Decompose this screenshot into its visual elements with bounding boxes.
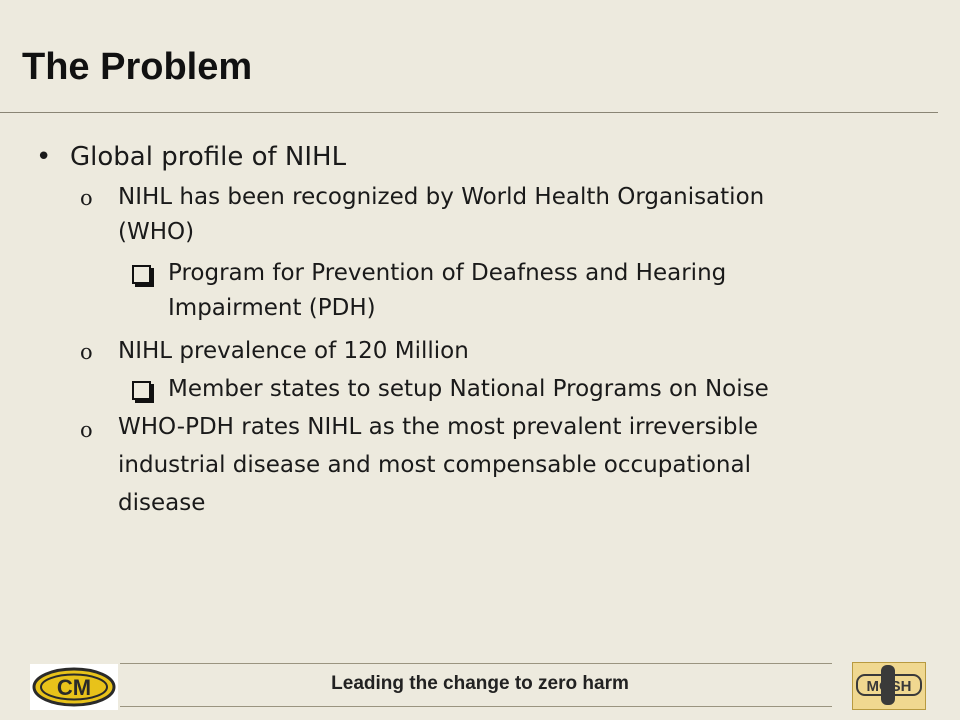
bullet-who-pdh-line3: disease xyxy=(118,490,206,516)
bullet-who-pdh-line2: industrial disease and most compensable occupational xyxy=(118,452,751,478)
checkbox-bullet-icon xyxy=(132,381,151,400)
bullet-who-line1: NIHL has been recognized by World Health Organisation xyxy=(118,184,765,210)
checkbox-bullet-icon xyxy=(132,265,151,284)
bullet-marker: • xyxy=(36,142,52,172)
bullet-pdh-line2: Impairment (PDH) xyxy=(168,295,376,321)
mosh-logo-text: MOSH xyxy=(866,678,912,695)
sub-bullet-marker: o xyxy=(80,186,93,210)
slide-title: The Problem xyxy=(22,46,253,88)
footer-divider-bottom xyxy=(120,706,832,707)
bullet-prevalence: NIHL prevalence of 120 Million xyxy=(118,338,469,364)
bullet-pdh-line1: Program for Prevention of Deafness and Hearing xyxy=(168,260,727,286)
sub-bullet-marker: o xyxy=(80,418,93,442)
title-divider xyxy=(0,112,938,113)
footer-divider-top xyxy=(120,663,832,664)
cm-logo-text: CM xyxy=(56,675,92,700)
bullet-who-line2: (WHO) xyxy=(118,219,195,245)
bullet-global-profile: Global profile of NIHL xyxy=(70,142,347,172)
footer-tagline: Leading the change to zero harm xyxy=(331,673,629,694)
bullet-who-pdh-line1: WHO-PDH rates NIHL as the most prevalent irreversible xyxy=(118,414,759,440)
bullet-member-states: Member states to setup National Programs on Noise xyxy=(168,376,769,402)
cm-logo xyxy=(30,664,118,710)
mosh-logo xyxy=(852,662,926,710)
sub-bullet-marker: o xyxy=(80,340,93,364)
